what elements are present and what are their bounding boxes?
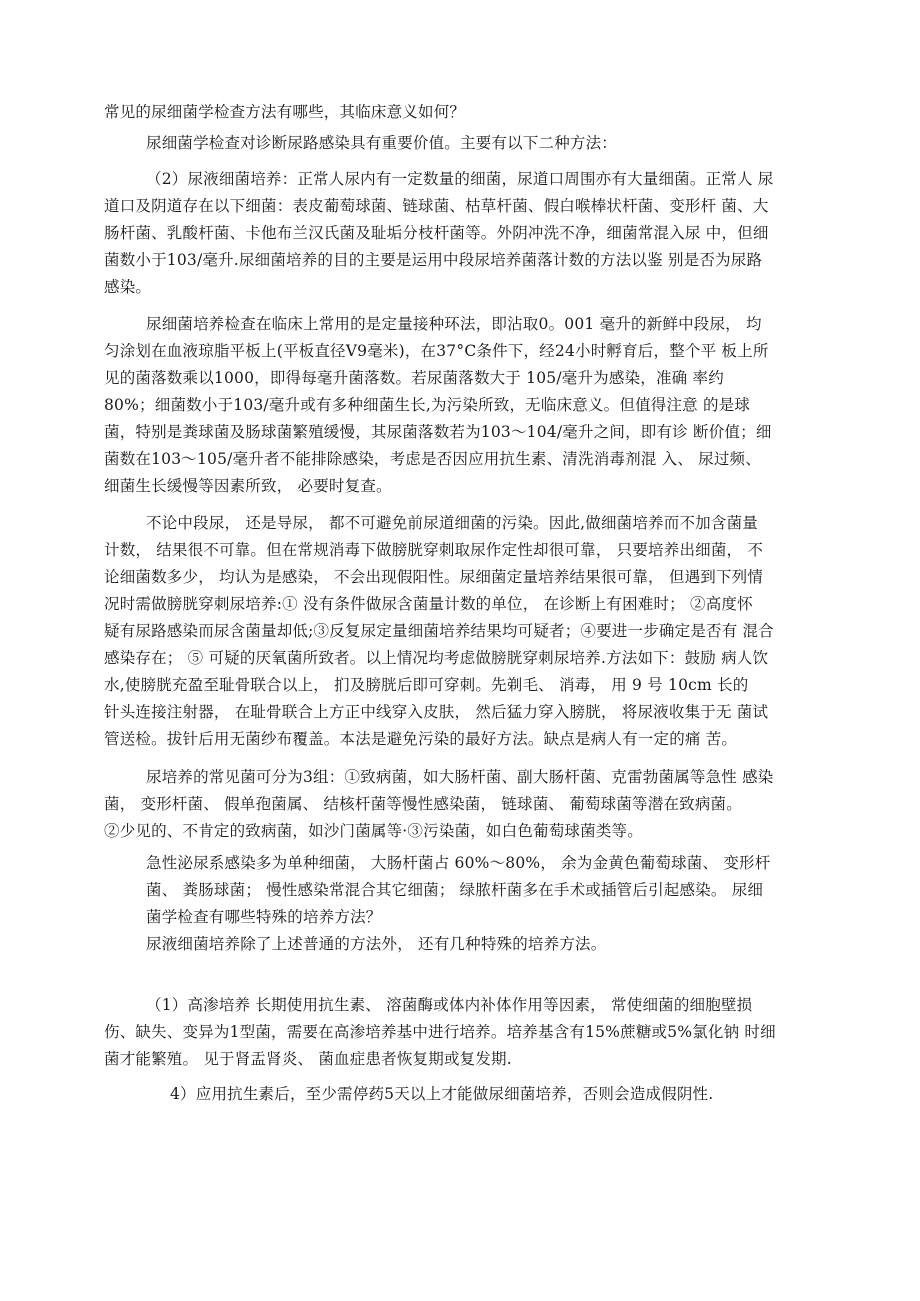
text-line: 细菌生长缓慢等因素所致， 必要时复查。: [104, 477, 392, 495]
paragraph-antibiotic-note: 4）应用抗生素后，至少需停药5天以上才能做尿细菌培养，否则会造成假阴性.: [170, 1085, 714, 1103]
text-line: 菌、 粪肠球菌； 慢性感染常混合其它细菌； 绿脓杆菌多在手术或插管后引起感染。 尿细: [146, 881, 764, 899]
text-line: 不论中段尿， 还是导尿， 都不可避免前尿道细菌的污染。因此,做细菌培养而不加含菌量: [146, 514, 758, 532]
text-line: 尿细菌培养检查在临床上常用的是定量接种环法，即沾取0。001 毫升的新鲜中段尿， 均: [146, 315, 762, 333]
text-line: 菌数在103〜105/毫升者不能排除感染，考虑是否因应用抗生素、清洗消毒剂混 入、 尿过频、: [104, 450, 761, 468]
text-line: 伤、缺失、变异为1型菌，需要在高渗培养基中进行培养。培养基含有15%蔗糖或5%氯化钠 时细: [104, 1023, 776, 1041]
text-line: 感染。: [104, 278, 152, 296]
text-line: 肠杆菌、乳酸杆菌、卡他布兰汉氏菌及耻垢分枝杆菌等。外阴冲洗不净，细菌常混入尿 中，但细: [104, 224, 769, 242]
text-line: 况时需做膀胱穿刺尿培养:① 没有条件做尿含菌量计数的单位， 在诊断上有困难时； ②高度怀: [104, 595, 753, 613]
paragraph-common-bacteria: [104, 764, 824, 845]
text-line: 道口及阴道存在以下细菌：表皮葡萄球菌、链球菌、枯草杆菌、假白喉棒状杆菌、变形杆 菌、大: [104, 197, 769, 215]
text-line: 见的菌落数乘以1000，即得每毫升菌落数。若尿菌落数大于 105/毫升为感染，准确 率约: [104, 369, 724, 387]
text-line: 菌学检查有哪些特殊的培养方法？: [146, 908, 382, 926]
paragraph-quantitative-method: [104, 311, 824, 500]
text-line: （2）尿液细菌培养：正常人尿内有一定数量的细菌，尿道口周围亦有大量细菌。正常人 尿: [146, 170, 774, 188]
text-line: （1）高渗培养 长期使用抗生素、 溶菌酶或体内补体作用等因素， 常使细菌的细胞壁损: [146, 996, 753, 1014]
text-line: 论细菌数多少， 均认为是感染， 不会出现假阳性。尿细菌定量培养结果很可靠， 但遇到下列情: [104, 568, 764, 586]
text-line: 菌才能繁殖。 见于肾盂肾炎、 菌血症患者恢复期或复发期.: [104, 1050, 512, 1068]
text-line: 菌， 变形杆菌、 假单孢菌属、 结核杆菌等慢性感染菌， 链球菌、 葡萄球菌等潜在致病菌。: [104, 795, 742, 813]
text-line: 疑有尿路感染而尿含菌量却低;③反复尿定量细菌培养结果均可疑者；④要进一步确定是否有 混合: [104, 622, 774, 640]
text-line: 尿培养的常见菌可分为3组：①致病菌，如大肠杆菌、副大肠杆菌、克雷勃菌属等急性 感染: [146, 768, 774, 786]
intro-paragraph: 尿细菌学检查对诊断尿路感染具有重要价值。主要有以下二种方法：: [146, 134, 618, 152]
paragraph-bladder-puncture: [104, 510, 824, 753]
text-line: 菌，特别是粪球菌及肠球菌繁殖缓慢，其尿菌落数若为103〜104/毫升之间，即有诊 断价值；细: [104, 423, 772, 441]
text-line: 水,使膀胱充盈至耻骨联合以上， 扪及膀胱后即可穿刺。先剃毛、 消毒， 用 9 号 10cm 长的: [104, 676, 749, 694]
text-line: ②少见的、不肯定的致病菌，如沙门菌属等·③污染菌，如白色葡萄球菌类等。: [104, 822, 643, 840]
text-line: 尿液细菌培养除了上述普通的方法外， 还有几种特殊的培养方法。: [146, 935, 607, 953]
paragraph-acute-infection: [146, 850, 826, 958]
text-line: 菌数小于103/毫升.尿细菌培养的目的主要是运用中段尿培养菌落计数的方法以鉴 别是否为尿路: [104, 251, 763, 269]
text-line: 感染存在； ⑤ 可疑的厌氧菌所致者。以上情况均考虑做膀胱穿刺尿培养.方法如下：鼓励 病人饮: [104, 649, 769, 667]
text-line: 管送检。拔针后用无菌纱布覆盖。本法是避免污染的最好方法。缺点是病人有一定的痛 苦。: [104, 730, 738, 748]
text-line: 急性泌尿系感染多为单种细菌， 大肠杆菌占 60%〜80%， 余为金黄色葡萄球菌、 变形杆: [146, 854, 771, 872]
paragraph-urine-culture: [104, 166, 824, 301]
text-line: 匀涂划在血液琼脂平板上(平板直径V9毫米)，在37°C条件下，经24小时孵育后，整个平 板上所: [104, 342, 769, 360]
paragraph-hyperosmotic-culture: [104, 992, 824, 1073]
text-line: 计数， 结果很不可靠。但在常规消毒下做膀胱穿刺取尿作定性却很可靠， 只要培养出细菌， 不: [104, 541, 764, 559]
document-title: 常见的尿细菌学检查方法有哪些，其临床意义如何？: [104, 103, 466, 121]
text-line: 针头连接注射器， 在耻骨联合上方正中线穿入皮肤， 然后猛力穿入膀胱， 将尿液收集于无 菌试: [104, 703, 769, 721]
text-line: 80%；细菌数小于103/毫升或有多种细菌生长,为污染所致，无临床意义。但值得注意 的是球: [104, 396, 751, 414]
